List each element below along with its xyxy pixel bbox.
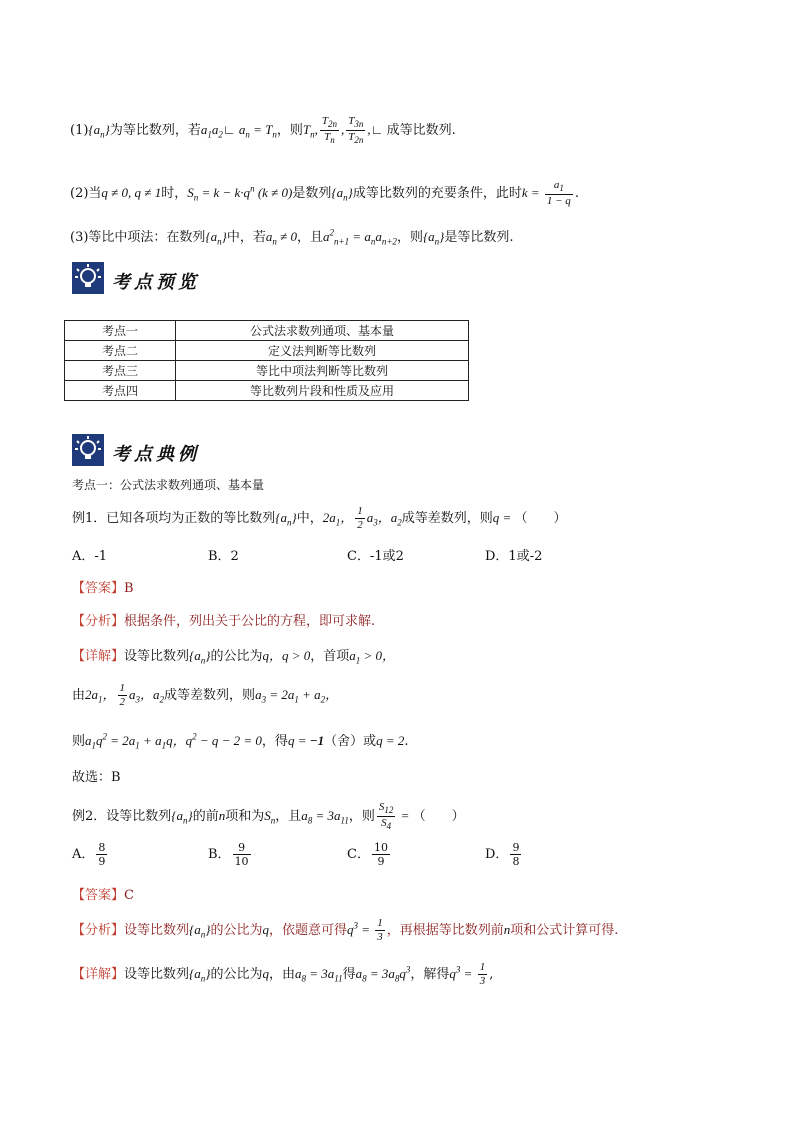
ex2-option-c: C． $\frac{10}{9}$ [347,841,388,868]
ex2-analysis: 【分析】设等比数列$\{a_n\}$的公比为q，依题意可得$q^3$ = $\frac{1}{3}$ ，再根据等比数列前n项和公式计算可得. [72,917,619,943]
ex2-option-d: D． $\frac{9}{8}$ [485,841,520,868]
section-title-examples: 考点典例 [112,444,200,465]
section-title-preview: 考点预览 [112,272,200,293]
table-cell-label: 考点一 [65,321,176,341]
ex1-analysis: 【分析】根据条件，列出关于公比的方程，即可求解. [72,614,376,629]
ex1-option-b: B．2 [208,549,239,564]
ex1-detail: 【详解】设等比数列$\{a_n\}$的公比为q，q > 0，首项$a_1 > 0$， [72,648,396,666]
lightbulb-icon [72,262,104,294]
ex2-option-a: A． $\frac{8}{9}$ [72,841,106,868]
table-row [65,361,469,381]
ex1-option-d: D．1或-2 [485,549,543,564]
intro-line-2: (2)当q ≠ 0, q ≠ 1时，$S_n = k - k\cdot q^n$ (k ≠ 0)是数列$\{a_n\}$成等比数列的充要条件，此时k = $\frac{a_1}{1 - q}$ . [70,179,579,208]
intro-line-3: (3)等比中项法：在数列$\{a_n\}$中，若$a_n \ne 0$，且$a^2_{n+1} = a_na_{n+2}$，则$\{a_n\}$是等比数列. [70,227,514,247]
lightbulb-icon [72,434,104,466]
intro-line-1: $(1)\{a_n\}$为等比数列，若$a_1a_2∟$ $a_n = T_n$，则$T_n$, $\frac{T_{2n}}{T_n}$ , $\frac{T_{3n}}{T_{2n}}$ ,∟ 成等比数列. [70,115,456,146]
ex1-question: 例1．已知各项均为正数的等比数列$\{a_n\}$中，$2a_1$， $\frac{1}{2}$ $a_3$，$a_2$成等差数列，则q = （ ） [72,505,567,531]
topic-heading: 考点一：公式法求数列通项、基本量 [72,478,265,492]
topic-table [64,320,469,401]
ex1-option-a: A．-1 [72,549,108,564]
table-cell-content: 等比中项法判断等比数列 [176,361,469,381]
ex1-option-c: C．-1或2 [347,549,404,564]
table-row [65,341,469,361]
table-cell-content: 等比数列片段和性质及应用 [176,381,469,401]
ex2-answer: 【答案】C [72,888,134,903]
table-row [65,321,469,341]
ex2-option-b: B． $\frac{9}{10}$ [208,841,249,868]
table-cell-label: 考点二 [65,341,176,361]
table-row [65,381,469,401]
ex1-detail-line3: 则$a_1q^2 = 2a_1 + a_1q$，$q^2 - q - 2 = 0$，得q = −1（舍）或q = 2. [72,731,409,751]
ex2-question: 例2．设等比数列$\{a_n\}$的前n项和为$S_n$，且$a_8 = 3a_{11}$，则 $\frac{S_{12}}{S_4}$ = （ ） [72,801,465,832]
ex1-detail-line2: 由$2a_1$， $\frac{1}{2}$ $a_3$，$a_2$成等差数列，则$a_3 = 2a_1 + a_2$， [72,682,339,708]
ex1-answer: 【答案】B [72,581,134,596]
table-cell-content: 定义法判断等比数列 [176,341,469,361]
table-cell-content: 公式法求数列通项、基本量 [176,321,469,341]
ex1-conclusion: 故选：B [72,770,121,785]
ex2-detail: 【详解】设等比数列$\{a_n\}$的公比为q，由$a_8 = 3a_{11}$得$a_8 = 3a_8q^3$，解得$q^3$ = $\frac{1}{3}$ , [72,961,494,987]
table-cell-label: 考点三 [65,361,176,381]
table-cell-label: 考点四 [65,381,176,401]
